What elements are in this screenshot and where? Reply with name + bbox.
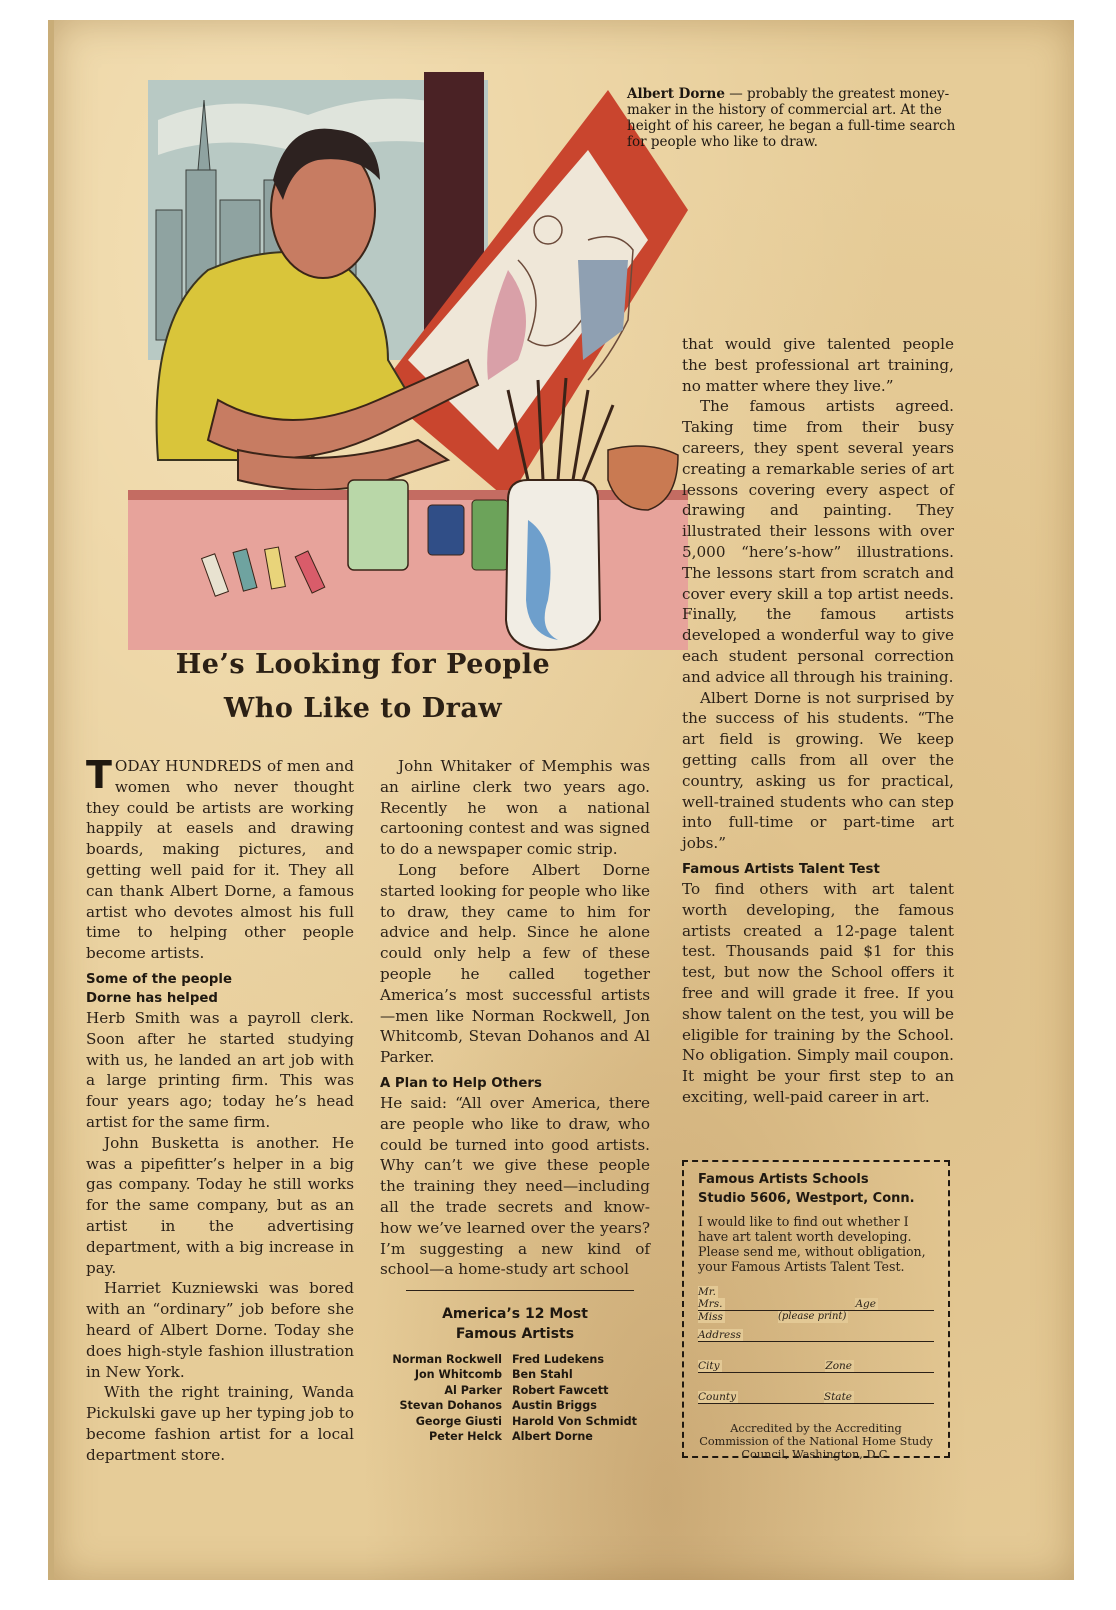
artist-name: George Giusti: [415, 1414, 502, 1428]
subhead-plan: A Plan to Help Others: [380, 1075, 542, 1091]
intro-lead: ODAY HUNDREDS: [114, 757, 262, 775]
coupon-state-label: State: [823, 1391, 852, 1403]
artist-name: Harold Von Schmidt: [512, 1414, 637, 1428]
coupon-zone-label: Zone: [825, 1360, 852, 1372]
paragraph-artists-agreed: The famous artists agreed. Taking time from their busy careers, they spent several years creating a remarkable series of art lessons covering every aspect of drawing and painting. They illustrated their lessons with over 5,000 “here’s-how” illustrations. The lessons start from scratch and cover every skill a top artist needs. Finally, the famous artists developed a wonderful way to give each student personal correction and advice all through his training.: [682, 397, 954, 686]
headline-line-1: He’s Looking for People: [175, 649, 551, 680]
artist-name: Jon Whitcomb: [414, 1368, 502, 1382]
paragraph-continued: that would give talented people the best professional art training, no matter where they live.”: [682, 335, 954, 395]
artist-name: Albert Dorne: [512, 1430, 593, 1444]
paragraph-wanda: With the right training, Wanda Pickulski gave up her typing job to become fashion artist for a local department store.: [86, 1383, 354, 1464]
artist-name: Austin Briggs: [512, 1399, 597, 1413]
coupon-studio: Studio 5606, Westport, Conn.: [698, 1191, 915, 1206]
headline: [90, 643, 636, 731]
mail-coupon: [682, 1160, 950, 1461]
artist-name: Robert Fawcett: [512, 1383, 609, 1397]
divider-rule: [406, 1290, 634, 1291]
article-column-3: [682, 334, 954, 1108]
paragraph-john-busketta: John Busketta is another. He was a pipefitter’s helper in a big gas company. Today he still works for the same company, but as an artist in the advertising department, with a big increase in pay.: [86, 1133, 354, 1277]
coupon-label-mr: Mr.: [698, 1286, 716, 1298]
paragraph-harriet: Harriet Kuzniewski was bored with an “ordinary” job before she heard of Albert Dorne. Today she does high-style fashion illustration in New York.: [86, 1279, 354, 1381]
paragraph-he-said: He said: “All over America, there are people who like to draw, who could be turned into good artists. Why can’t we give these people the training they need—including all the trade secrets and know-how we’ve learned over the years? I’m suggesting a new kind of school—a home-study art school: [380, 1093, 650, 1279]
artist-name: Norman Rockwell: [392, 1353, 502, 1366]
headline-line-2: Who Like to Draw: [223, 693, 503, 724]
paragraph-not-surprised: Albert Dorne is not surprised by the success of his students. “The art field is growing. We keep getting calls from all over the country, asking us for practical, well-trained students who can step into full-time or part-time art jobs.”: [682, 688, 954, 853]
intro-text: of men and women who never thought they could be artists are working happily at easels and drawing boards, making pictures, and getting well paid for it. They all can thank Albert Dorne, a famous artist who devotes almost his full time to helping other people become artists.: [86, 757, 354, 963]
artist-illustration: [88, 60, 688, 655]
drop-cap: T: [86, 753, 112, 797]
artist-name: Stevan Dohanos: [399, 1399, 502, 1413]
subhead-people-helped: Some of the people Dorne has helped: [86, 971, 232, 1006]
caption-name: Albert Dorne: [627, 86, 725, 102]
article-column-1: [86, 753, 354, 1466]
coupon-body: I would like to find out whether I have art talent worth developing. Please send me, without obligation, your Famous Artists Talent Test.: [698, 1214, 926, 1274]
caption-text: — probably the greatest money-maker in the history of commercial art. At the height of his career, he began a full-time search for people who like to draw.: [627, 86, 956, 150]
coupon-city-field[interactable]: City Zone: [698, 1360, 934, 1373]
artist-name: Peter Helck: [429, 1430, 502, 1444]
artists-list: [378, 1352, 658, 1444]
artist-name: Al Parker: [444, 1383, 502, 1397]
intro-paragraph: [86, 753, 354, 964]
paragraph-long-before: Long before Albert Dorne started looking for people who like to draw, they came to him for advice and help. Since he alone could only help a few of these people he called together America’s most successful artists —men like Norman Rockwell, Jon Whitcomb, Stevan Dohanos and Al Parker.: [380, 860, 650, 1067]
artist-name: Ben Stahl: [512, 1368, 573, 1382]
illustration-caption: [627, 86, 967, 150]
coupon-county-field[interactable]: County State: [698, 1391, 934, 1404]
paragraph-herb-smith: Herb Smith was a payroll clerk. Soon after he started studying with us, he landed an art job with a large printing firm. This was four years ago; today he’s head artist for the same firm.: [86, 1008, 354, 1131]
article-column-2: [380, 756, 650, 1280]
coupon-accreditation: Accredited by the Accrediting Commission of the National Home Study Council, Washington, D.C.: [699, 1422, 933, 1461]
paragraph-john-whitaker: John Whitaker of Memphis was an airline clerk two years ago. Recently he won a national cartooning contest and was signed to do a newspaper comic strip.: [380, 757, 650, 859]
paragraph-talent-test: To find others with art talent worth developing, the famous artists created a 12-page talent test. Thousands paid $1 for this test, but now the School offers it free and will grade it free. If you show talent on the test, you will be eligible for training by the School. No obligation. Simply mail coupon. It might be your first step to an exciting, well-paid career in art.: [682, 879, 954, 1106]
coupon-label-miss: Miss (please print): [698, 1311, 847, 1323]
artist-name: Fred Ludekens: [512, 1353, 604, 1366]
coupon-name-field[interactable]: Mrs. Age: [698, 1298, 934, 1311]
coupon-address-field[interactable]: Address: [698, 1329, 934, 1342]
subhead-talent-test: Famous Artists Talent Test: [682, 861, 880, 877]
coupon-age-label: Age: [855, 1298, 876, 1310]
coupon-print-hint: (please print): [778, 1311, 847, 1322]
artists-box-title: America’s 12 Most Famous Artists: [442, 1306, 588, 1342]
coupon-school: Famous Artists Schools: [698, 1172, 869, 1187]
